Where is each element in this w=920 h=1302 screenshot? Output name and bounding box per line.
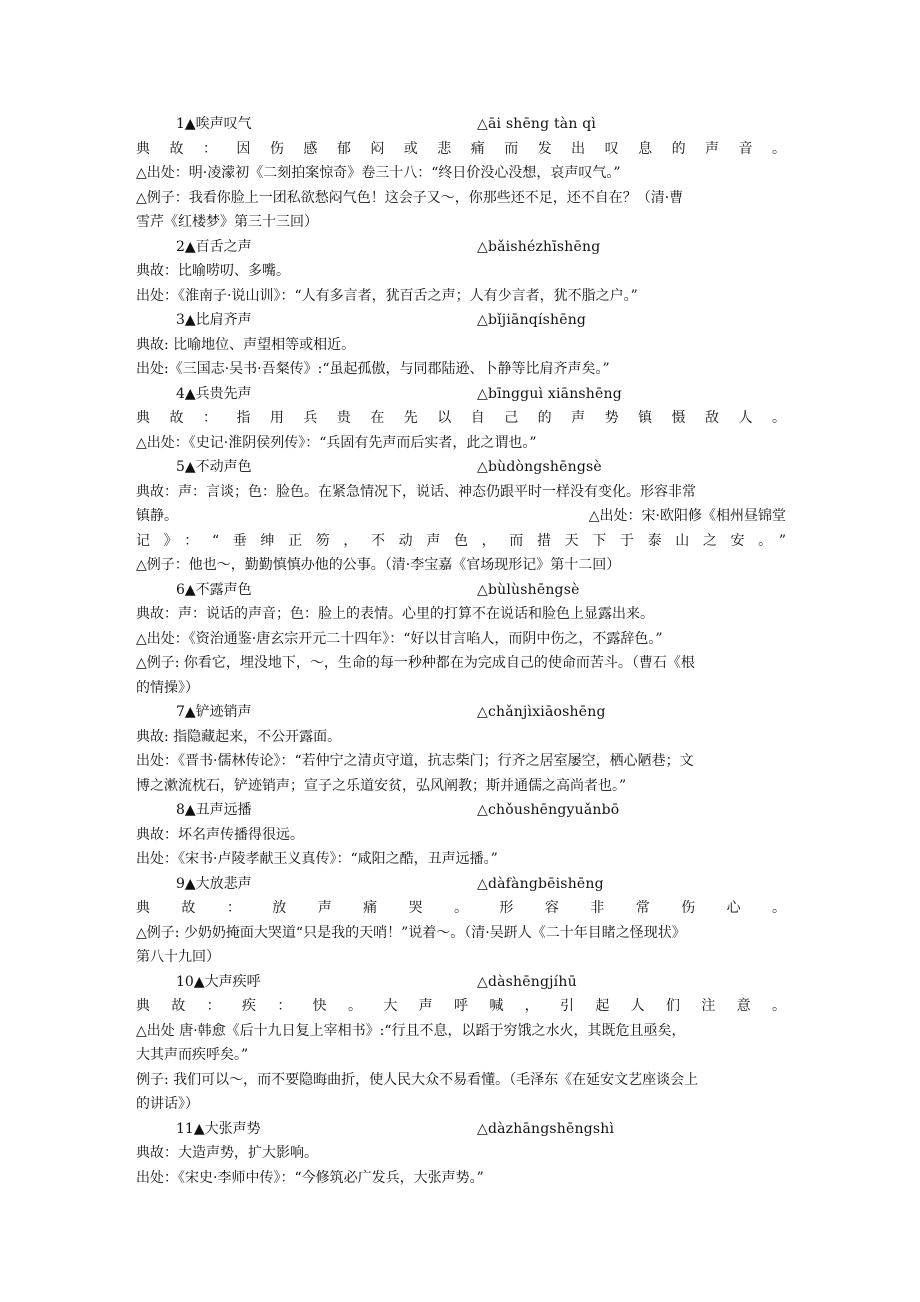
entry-text-line: △例子: 你看它，埋没地下，～，生命的每一秒种都在为完成自己的使命而苦斗。（曹石《根 [136,655,695,671]
entry-pinyin: △dàzhāngshēngshì [477,1120,615,1137]
entry-pinyin: △bǎishézhīshēng [477,238,601,255]
idiom-entry [136,112,786,235]
entry-text-line: 典故：指用兵贵在先以自己的声势镇慑敌人。 [136,410,786,426]
entry-text-line: 大其声而疾呼矣。” [136,1047,249,1063]
entry-heading [136,112,786,137]
entry-text-line: 典故：声：言谈；色：脸色。在紧急情况下，说话、神态仍跟平时一样没有变化。形容非常 [136,483,696,500]
idiom-entry [136,235,786,309]
idiom-entry [136,578,786,701]
entry-text-tail: △出处：宋·欧阳修《相州昼锦堂 [588,508,786,524]
entry-pinyin: △chǎnjìxiāoshēng [477,704,606,720]
entry-text-line: 典故：坏名声传播得很远。 [136,826,304,843]
idiom-entry [136,872,786,970]
entry-title: 10▲大声疾呼 [176,973,261,990]
entry-heading [136,578,786,603]
entry-pinyin: △dàfàngbēishēng [477,875,604,892]
entry-text-line: △出处：《资治通鉴·唐玄宗开元二十四年》：“好以甘言啗人，而阴中伤之，不露辞色。” [136,630,663,647]
idiom-list [136,112,786,1190]
entry-heading [136,872,786,897]
entry-text-line: 的讲话》） [136,1096,199,1112]
entry-pinyin: △bùlùshēngsè [477,581,580,598]
entry-text-line: 典故：声：说话的声音；色：脸上的表情。心里的打算不在说话和脸色上显露出来。 [136,606,654,622]
idiom-entry [136,455,786,578]
entry-text-line: 例子: 我们可以～，而不要隐晦曲折，使人民大众不易看懂。（毛泽东《在延安文艺座谈会上 [136,1071,699,1088]
entry-text-line: 出处：《宋书·卢陵孝献王义真传》：“咸阳之酷，丑声远播。” [136,851,498,867]
entry-text-line: 第八十九回） [136,949,220,965]
entry-text-line: 雪芹《红楼梦》第三十三回） [136,214,318,230]
entry-text: 镇静。 [136,508,178,524]
entry-text-line: 典故：因伤感郁闷或悲痛而发出叹息的声音。 [136,140,786,157]
entry-title: 3▲比肩齐声 [176,312,252,328]
entry-pinyin: △bīngguì xiānshēng [477,385,622,402]
entry-heading [136,970,786,995]
entry-text-line: 典故: 指隐藏起来，不公开露面。 [136,728,342,745]
entry-text-line: 出处:《三国志·吴书·吾粲传》:“虽起孤傲，与同郡陆逊、卜静等比肩齐声矣。” [136,361,610,377]
idiom-entry [136,308,786,382]
entry-text-line: △出处 唐·韩愈《后十九日复上宰相书》:“行且不息，以蹈于穷饿之水火，其既危且亟矣， [136,1022,686,1039]
entry-text-line: △例子：我看你脸上一团私欲愁闷气色！这会子又～，你那些还不足，还不自在？（清·曹 [136,189,684,206]
entry-text-line: 出处：《淮南子·说山训》：“人有多言者，犹百舌之声；人有少言者，犹不脂之户。” [136,287,638,304]
entry-text-line: △出处：《史记·淮阴侯列传》：“兵固有先声而后实者，此之谓也。” [136,434,537,451]
entry-text-line: 典故：疾：快。大声呼喊，引起人们注意。 [136,998,786,1014]
entry-text-line: △例子: 少奶奶掩面大哭道“只是我的天哨！”说着～。（清·吴趼人《二十年目睹之怪现状》 [136,924,686,941]
idiom-entry [136,382,786,456]
entry-title: 2▲百舌之声 [176,238,252,255]
entry-heading [136,700,786,725]
idiom-entry [136,1117,786,1191]
entry-text-line: 博之漱流枕石，铲迹销声；宣子之乐道安贫，弘风阐教；斯并通儒之高尚者也。” [136,777,627,794]
entry-title: 8▲丑声远播 [176,802,252,818]
entry-heading [136,308,786,333]
entry-title: 6▲不露声色 [176,581,252,598]
idiom-entry [136,700,786,798]
entry-pinyin: △dàshēngjíhū [477,973,577,990]
entry-title: 9▲大放悲声 [176,875,252,892]
entry-pinyin: △bùdòngshēngsè [477,459,602,475]
entry-text-line: 典故: 比喻地位、声望相等或相近。 [136,336,356,353]
entry-text-line: 典故：比喻唠叨、多嘴。 [136,263,290,279]
entry-heading [136,1117,786,1142]
entry-text-line [136,504,786,529]
entry-pinyin: △āi shēng tàn qì [477,116,597,132]
entry-heading [136,382,786,407]
entry-text-line: △例子：他也～，勤勤慎慎办他的公事。（清·李宝嘉《官场现形记》第十二回） [136,557,621,573]
entry-pinyin: △bǐjiānqíshēng [477,312,587,328]
idiom-entry [136,970,786,1117]
entry-text-line: 典故：放声痛哭。形容非常伤心。 [136,900,786,916]
entry-heading [136,235,786,260]
entry-text-line: 出处：《宋史·李师中传》：“今修筑必广发兵，大张声势。” [136,1169,484,1186]
entry-title: 5▲不动声色 [176,459,252,475]
idiom-entry [136,798,786,872]
entry-text-line: △出处：明·凌濛初《二刻拍案惊奇》卷三十八：“终日价没心没想，哀声叹气。” [136,165,621,181]
entry-title: 7▲铲迹销声 [176,704,252,720]
entry-heading [136,455,786,480]
entry-text-line: 记》：“垂绅正笏，不动声色，而措天下于泰山之安。” [136,532,786,549]
entry-text-line: 典故：大造声势，扩大影响。 [136,1145,318,1161]
entry-title: 1▲唉声叹气 [176,116,252,132]
entry-heading [136,798,786,823]
entry-title: 4▲兵贵先声 [176,385,252,402]
entry-title: 11▲大张声势 [176,1120,261,1137]
entry-text-line: 出处：《晋书·儒林传论》：“若仲宁之清贞守道，抗志柴门；行齐之居室屡空，栖心陋巷；文 [136,753,694,769]
entry-pinyin: △chǒushēngyuǎnbō [477,802,620,818]
entry-text-line: 的情操》） [136,679,199,696]
